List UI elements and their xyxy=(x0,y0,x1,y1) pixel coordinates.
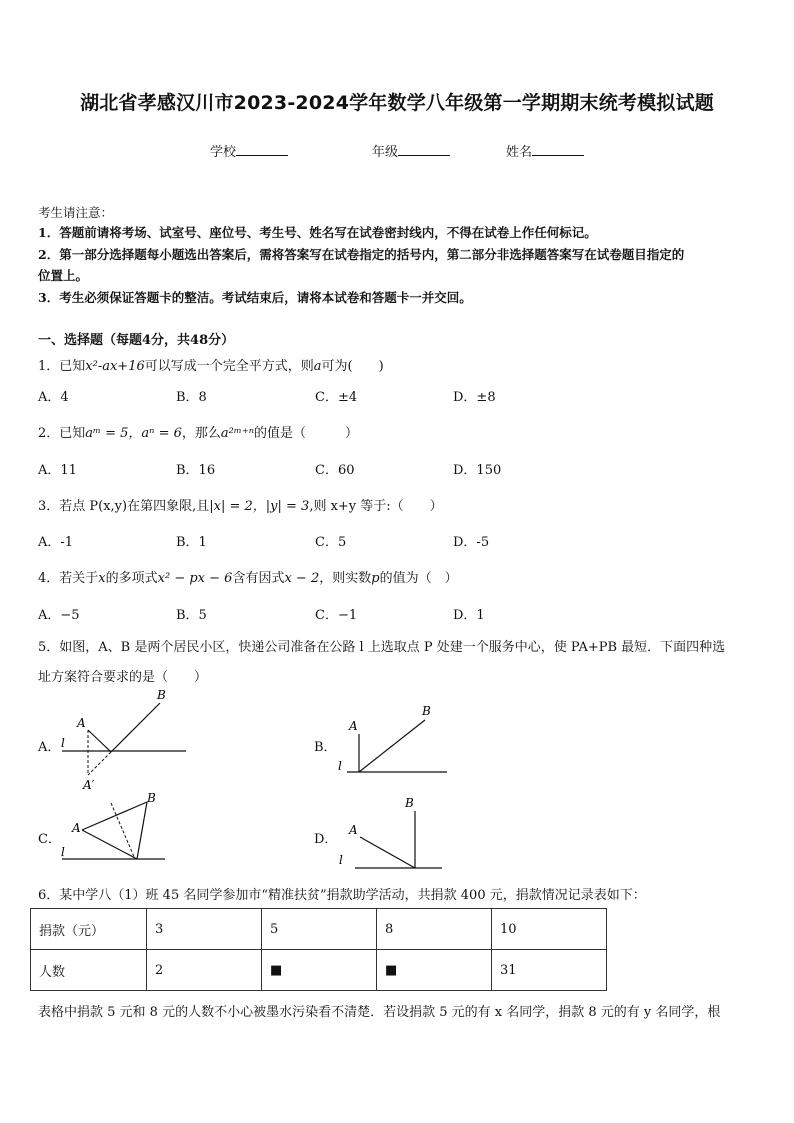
question-6-line2: 表格中捐款 5 元和 8 元的人数不小心被墨水污染看不清楚．若设捐款 5 元的有 x 名同学，捐款 8 元的有 y 名同学，根 xyxy=(38,1005,721,1020)
grade-blank xyxy=(398,143,450,156)
q3-option-c: C．5 xyxy=(315,535,347,550)
table-cell: 2 xyxy=(147,950,262,991)
label-b: B xyxy=(157,688,166,702)
segment-pb xyxy=(359,720,425,772)
label-b: B xyxy=(422,704,431,718)
q4-mid3: ，则实数 xyxy=(319,571,372,586)
table-row xyxy=(31,909,607,950)
table-row xyxy=(31,950,607,991)
q5-option-c-label: C． xyxy=(38,832,61,847)
table-cell: 人数 xyxy=(31,950,147,991)
q2-expr1: aᵐ = 5，aⁿ = 6 xyxy=(85,426,182,441)
q4-option-c: C．−1 xyxy=(315,608,358,623)
q2-option-a: A．11 xyxy=(38,463,77,478)
q1-mid: 可以写成一个完全平方式，则 xyxy=(144,359,314,374)
q5-figure-a xyxy=(55,685,195,795)
q1-option-a: A．4 xyxy=(38,390,69,405)
q3-prefix: 3．若点 P(x,y)在第四象限,且 xyxy=(38,499,210,514)
segment-pb xyxy=(137,802,147,859)
ink-blot-cell: ■ xyxy=(377,950,492,991)
q2-option-b: B．16 xyxy=(176,463,216,478)
section-heading: 一、选择题（每题4分，共48分） xyxy=(38,333,235,348)
notice-item: 1．答题前请将考场、试室号、座位号、考生号、姓名写在试卷密封线内，不得在试卷上作任何标记。 xyxy=(38,225,597,240)
segment-ab xyxy=(82,802,147,830)
q1-option-b: B．8 xyxy=(176,390,207,405)
label-a-prime: A′ xyxy=(83,778,95,792)
label-l: l xyxy=(61,736,65,750)
q1-option-c: C．±4 xyxy=(315,390,358,405)
label-l: l xyxy=(61,845,65,859)
bisector-dashed xyxy=(111,803,135,859)
q2-option-d: D．150 xyxy=(453,463,502,478)
q4-expr2: x − 2 xyxy=(284,571,320,586)
label-a: A xyxy=(349,719,358,733)
notice-item: 2．第一部分选择题每小题选出答案后，需将答案写在试卷指定的括号内，第二部分非选择题答案写在试卷题目指定的 xyxy=(38,247,685,262)
question-4 xyxy=(38,567,458,586)
segment-pa xyxy=(360,837,415,868)
q5-option-b-label: B． xyxy=(314,740,337,755)
question-5-line2: 址方案符合要求的是（ ） xyxy=(38,670,208,685)
notice-item: 3．考生必须保证答题卡的整洁。考试结束后，请将本试卷和答题卡一并交回。 xyxy=(38,290,472,305)
q4-expr1: x² − px − 6 xyxy=(157,571,233,586)
q1-expr: x²-ax+16 xyxy=(85,359,145,374)
q4-prefix: 4．若关于 xyxy=(38,571,99,586)
label-a: A xyxy=(72,821,81,835)
reflection-dashed xyxy=(88,752,111,775)
ink-blot-cell: ■ xyxy=(262,950,377,991)
grade-label: 年级 xyxy=(372,145,399,160)
donation-table xyxy=(30,908,607,991)
q3-option-a: A．-1 xyxy=(38,535,74,550)
q1-option-d: D．±8 xyxy=(453,390,496,405)
q4-suffix: 的值为（ ） xyxy=(379,571,458,586)
q3-expr: |x| = 2，|y| = 3 xyxy=(209,499,310,514)
notice-item: 位置上。 xyxy=(38,268,89,283)
q3-option-b: B．1 xyxy=(176,535,207,550)
name-blank xyxy=(532,143,584,156)
question-2 xyxy=(38,422,358,441)
q2-mid: ，那么 xyxy=(181,426,221,441)
label-l: l xyxy=(339,853,343,867)
q4-var-x: x xyxy=(98,571,106,586)
school-field xyxy=(210,141,288,160)
question-5-line1: 5．如图，A、B 是两个居民小区，快递公司准备在公路 l 上选取点 P 处建一个服务中心，使 PA+PB 最短．下面四种选 xyxy=(38,640,726,655)
q4-mid: 的多项式 xyxy=(105,571,158,586)
page-title: 湖北省孝感汉川市2023-2024学年数学八年级第一学期期末统考模拟试题 xyxy=(80,92,714,114)
q2-expr2: a²ᵐ⁺ⁿ xyxy=(220,426,254,441)
q4-option-b: B．5 xyxy=(176,608,207,623)
table-cell: 捐款（元） xyxy=(31,909,147,950)
question-6-line1: 6．某中学八（1）班 45 名同学参加市“精准扶贫”捐款助学活动，共捐款 400 元，捐款情况记录表如下： xyxy=(38,888,646,903)
q4-option-a: A．−5 xyxy=(38,608,80,623)
table-cell: 3 xyxy=(147,909,262,950)
grade-field xyxy=(372,141,450,160)
name-label: 姓名 xyxy=(506,145,533,160)
notice-heading: 考生请注意： xyxy=(38,205,114,220)
q1-prefix: 1．已知 xyxy=(38,359,86,374)
q5-figure-b xyxy=(335,700,455,780)
q4-option-d: D．1 xyxy=(453,608,485,623)
school-blank xyxy=(236,143,288,156)
q1-var: a xyxy=(313,359,322,374)
table-cell: 31 xyxy=(492,950,607,991)
q4-mid2: 含有因式 xyxy=(232,571,285,586)
q2-prefix: 2．已知 xyxy=(38,426,86,441)
q5-figure-d xyxy=(335,793,455,873)
label-b: B xyxy=(405,796,414,810)
name-field xyxy=(506,141,584,160)
q5-option-a-label: A． xyxy=(38,740,61,755)
label-b: B xyxy=(147,791,156,805)
school-label: 学校 xyxy=(210,145,237,160)
label-a: A xyxy=(77,716,86,730)
q2-suffix: 的值是（ ） xyxy=(253,426,358,441)
segment-pb xyxy=(111,703,160,752)
question-1 xyxy=(38,355,384,374)
table-cell: 5 xyxy=(262,909,377,950)
q5-option-d-label: D． xyxy=(314,832,338,847)
q3-suffix: ,则 x+y 等于:（ ） xyxy=(309,499,443,514)
q3-option-d: D．-5 xyxy=(453,535,490,550)
question-3 xyxy=(38,495,443,514)
q5-figure-c xyxy=(55,788,175,868)
table-cell: 10 xyxy=(492,909,607,950)
q4-var-p: p xyxy=(371,571,380,586)
label-a: A xyxy=(349,823,358,837)
q1-suffix: 可为( ) xyxy=(321,359,384,374)
q2-option-c: C．60 xyxy=(315,463,355,478)
segment-pa xyxy=(88,730,111,752)
table-cell: 8 xyxy=(377,909,492,950)
label-l: l xyxy=(338,759,342,773)
